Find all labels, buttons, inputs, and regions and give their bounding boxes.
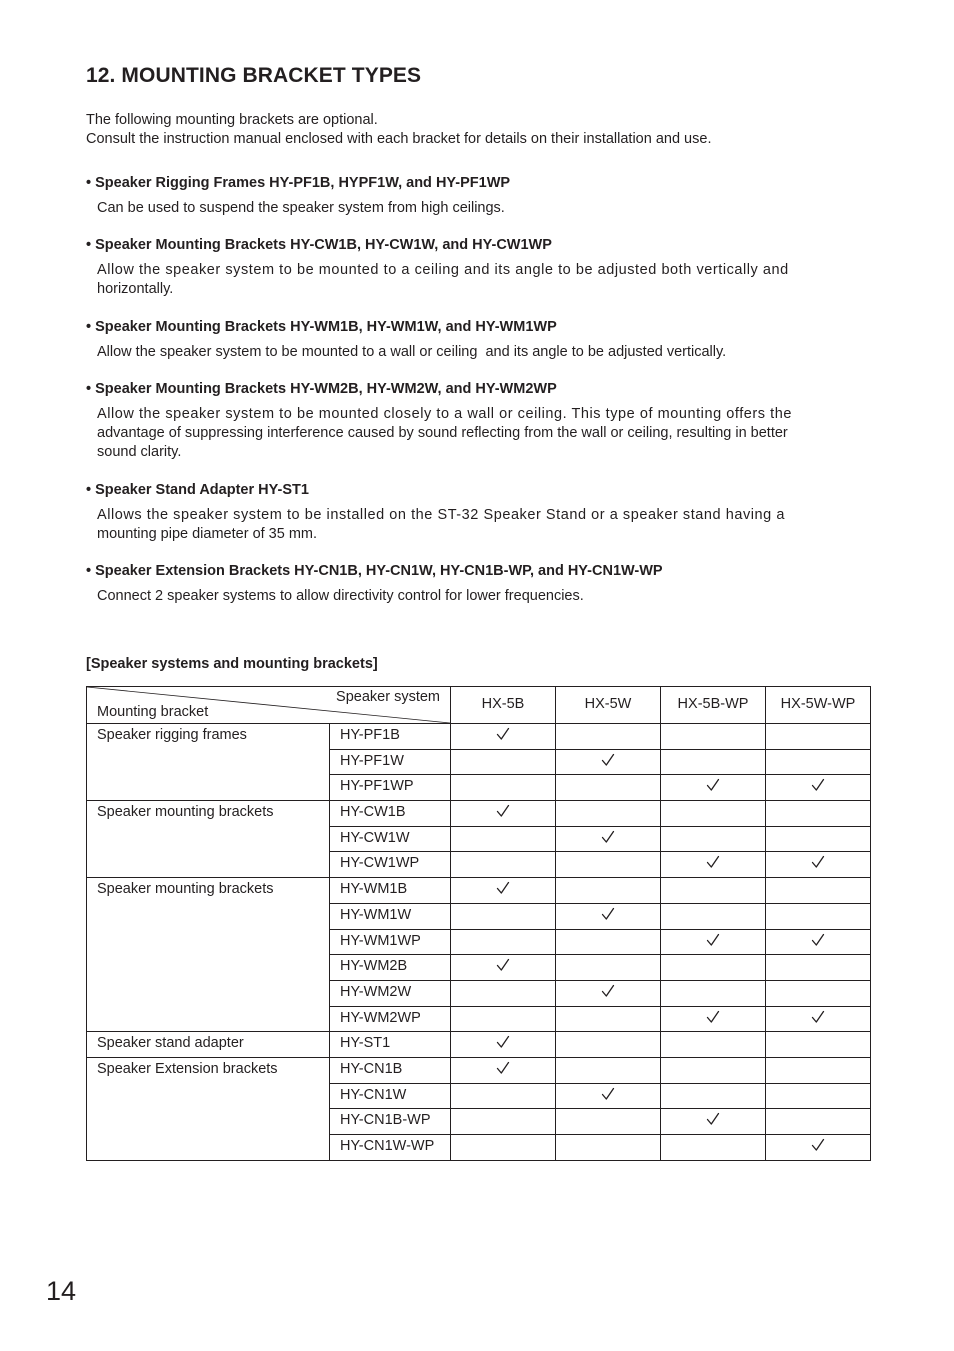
compat-cell	[556, 724, 661, 750]
table-row	[87, 801, 871, 827]
compat-cell	[556, 1083, 661, 1109]
model-label: HY-CN1B	[340, 1060, 403, 1077]
model-cell	[330, 1109, 451, 1135]
model-cell	[330, 1135, 451, 1161]
bullet-line: mounting pipe diameter of 35 mm.	[97, 526, 318, 542]
compat-cell	[766, 1083, 871, 1109]
model-cell	[330, 852, 451, 878]
model-label: HY-CN1B-WP	[340, 1112, 431, 1129]
compat-cell	[661, 801, 766, 827]
checkmark-icon	[451, 1032, 555, 1054]
model-label: HY-PF1B	[340, 727, 400, 743]
compat-cell	[451, 903, 556, 929]
model-label: HY-WM2B	[340, 958, 408, 975]
category-cell	[87, 1057, 330, 1160]
compat-cell	[451, 1032, 556, 1058]
column-header-label: HX-5W-WP	[780, 696, 856, 712]
compat-cell	[766, 749, 871, 775]
checkmark-icon	[451, 1058, 555, 1080]
section-title: 12. MOUNTING BRACKET TYPES	[86, 64, 422, 87]
compat-cell	[451, 929, 556, 955]
compat-cell	[766, 852, 871, 878]
checkmark-icon	[661, 1109, 765, 1131]
table-header-row	[87, 687, 871, 724]
compat-cell	[556, 775, 661, 801]
compat-cell	[556, 1006, 661, 1032]
bullet-line: Allow the speaker system to be mounted closely to a wall or ceiling. This type of mounting offers the	[97, 406, 792, 422]
category-cell	[87, 724, 330, 801]
bullet-line: Can be used to suspend the speaker system from high ceilings.	[97, 200, 505, 216]
table-row	[87, 724, 871, 750]
checkmark-icon	[451, 801, 555, 823]
bullet-line: Allow the speaker system to be mounted to a wall or ceiling and its angle to be adjusted vertically.	[97, 344, 727, 360]
checkmark-icon	[556, 904, 660, 926]
bullet-heading: • Speaker Mounting Brackets HY-WM2B, HY-WM2W, and HY-WM2WP	[86, 381, 557, 397]
model-cell	[330, 955, 451, 981]
intro-text	[86, 111, 711, 149]
compat-cell	[661, 775, 766, 801]
compat-cell	[766, 775, 871, 801]
compat-cell	[661, 955, 766, 981]
checkmark-icon	[661, 1007, 765, 1029]
category-cell	[87, 1032, 330, 1058]
compat-cell	[556, 1057, 661, 1083]
compat-cell	[451, 826, 556, 852]
category-cell	[87, 801, 330, 878]
compat-cell	[766, 1032, 871, 1058]
bullet-line: Allows the speaker system to be installed on the ST-32 Speaker Stand or a speaker stand having a	[97, 507, 785, 523]
compat-cell	[556, 749, 661, 775]
compat-cell	[661, 749, 766, 775]
corner-header-cell	[87, 687, 451, 724]
compat-cell	[451, 1135, 556, 1161]
bullet-heading: • Speaker Rigging Frames HY-PF1B, HYPF1W, and HY-PF1WP	[86, 175, 511, 191]
column-header-label: HX-5B	[481, 696, 525, 712]
compat-cell	[556, 801, 661, 827]
compat-cell	[766, 1057, 871, 1083]
checkmark-icon	[556, 1084, 660, 1106]
column-header-label: HX-5B-WP	[677, 696, 749, 712]
checkmark-icon	[766, 930, 870, 952]
table-row	[87, 878, 871, 904]
checkmark-icon	[661, 775, 765, 797]
checkmark-icon	[661, 930, 765, 952]
model-label: HY-WM2WP	[340, 1009, 421, 1026]
compat-cell	[556, 1135, 661, 1161]
compat-cell	[556, 852, 661, 878]
bullet-heading: • Speaker Mounting Brackets HY-CW1B, HY-CW1W, and HY-CW1WP	[86, 237, 552, 253]
compat-cell	[661, 929, 766, 955]
model-label: HY-ST1	[340, 1035, 391, 1052]
compat-cell	[661, 1135, 766, 1161]
bullet-line: Connect 2 speaker systems to allow directivity control for lower frequencies.	[97, 588, 584, 604]
checkmark-icon	[451, 878, 555, 900]
category-label: Speaker mounting brackets	[97, 881, 274, 898]
compat-cell	[556, 1109, 661, 1135]
model-cell	[330, 826, 451, 852]
compat-cell	[451, 1057, 556, 1083]
category-label: Speaker Extension brackets	[97, 1060, 278, 1077]
compat-cell	[766, 878, 871, 904]
bullet-heading: • Speaker Extension Brackets HY-CN1B, HY-CN1W, HY-CN1B-WP, and HY-CN1W-WP	[86, 563, 663, 579]
model-cell	[330, 749, 451, 775]
column-header	[451, 687, 556, 724]
column-header	[556, 687, 661, 724]
bullet-heading: • Speaker Mounting Brackets HY-WM1B, HY-WM1W, and HY-WM1WP	[86, 319, 557, 335]
model-label: HY-CN1W-WP	[340, 1138, 435, 1154]
checkmark-icon	[451, 724, 555, 746]
compat-cell	[661, 1057, 766, 1083]
model-cell	[330, 980, 451, 1006]
model-label: HY-WM1W	[340, 906, 412, 923]
model-label: HY-CW1W	[340, 829, 410, 846]
bullet-body	[97, 405, 868, 462]
compat-cell	[451, 749, 556, 775]
compat-cell	[451, 980, 556, 1006]
compat-cell	[661, 826, 766, 852]
model-cell	[330, 1083, 451, 1109]
compat-cell	[451, 1083, 556, 1109]
compat-cell	[451, 955, 556, 981]
bullet-body	[97, 506, 868, 544]
compat-cell	[766, 801, 871, 827]
compat-cell	[451, 852, 556, 878]
mounting-bracket-label: Mounting bracket	[97, 704, 209, 720]
category-label: Speaker mounting brackets	[97, 804, 274, 821]
compat-cell	[766, 980, 871, 1006]
model-label: HY-CW1B	[340, 804, 406, 821]
bullet-line: sound clarity.	[97, 444, 182, 460]
table-row	[87, 1032, 871, 1058]
bullet-line: horizontally.	[97, 281, 174, 297]
compat-cell	[766, 955, 871, 981]
checkmark-icon	[556, 981, 660, 1003]
compat-cell	[766, 1135, 871, 1161]
model-cell	[330, 1057, 451, 1083]
compat-cell	[661, 1032, 766, 1058]
intro-line: The following mounting brackets are optional.	[86, 112, 378, 128]
compat-cell	[451, 1109, 556, 1135]
checkmark-icon	[451, 955, 555, 977]
compat-cell	[661, 1083, 766, 1109]
bullet-heading: • Speaker Stand Adapter HY-ST1	[86, 482, 309, 498]
table-row	[87, 1057, 871, 1083]
model-label: HY-WM1WP	[340, 932, 421, 949]
bullet-body	[97, 199, 868, 218]
model-cell	[330, 1032, 451, 1058]
checkmark-icon	[556, 827, 660, 849]
model-label: HY-WM1B	[340, 881, 408, 898]
compat-cell	[766, 1006, 871, 1032]
compat-cell	[766, 1109, 871, 1135]
model-cell	[330, 929, 451, 955]
model-label: HY-CN1W	[340, 1086, 407, 1103]
compat-cell	[661, 903, 766, 929]
compat-cell	[451, 801, 556, 827]
checkmark-icon	[766, 775, 870, 797]
model-label: HY-WM2W	[340, 983, 412, 1000]
intro-line: Consult the instruction manual enclosed with each bracket for details on their installation and use.	[86, 131, 712, 147]
table-caption: [Speaker systems and mounting brackets]	[86, 656, 378, 672]
compat-cell	[661, 852, 766, 878]
compatibility-table	[86, 686, 871, 1161]
compat-cell	[451, 1006, 556, 1032]
compat-cell	[556, 903, 661, 929]
compat-cell	[766, 929, 871, 955]
model-cell	[330, 903, 451, 929]
bullet-line: advantage of suppressing interference caused by sound reflecting from the wall or ceiling, resulting in better	[97, 425, 788, 441]
compat-cell	[556, 955, 661, 981]
checkmark-icon	[556, 750, 660, 772]
compat-cell	[661, 1109, 766, 1135]
model-cell	[330, 801, 451, 827]
compat-cell	[766, 826, 871, 852]
category-label: Speaker stand adapter	[97, 1035, 244, 1052]
bullet-body	[97, 343, 868, 362]
compat-cell	[766, 724, 871, 750]
model-cell	[330, 775, 451, 801]
compat-cell	[766, 903, 871, 929]
model-cell	[330, 878, 451, 904]
column-header	[766, 687, 871, 724]
checkmark-icon	[766, 1135, 870, 1157]
compat-cell	[451, 775, 556, 801]
column-header	[661, 687, 766, 724]
compat-cell	[661, 724, 766, 750]
bullet-line: Allow the speaker system to be mounted to a ceiling and its angle to be adjusted both vertically and	[97, 262, 789, 278]
compat-cell	[451, 724, 556, 750]
compat-cell	[556, 1032, 661, 1058]
compat-cell	[556, 878, 661, 904]
compat-cell	[451, 878, 556, 904]
bullet-body	[97, 587, 868, 606]
model-label: HY-PF1W	[340, 752, 404, 769]
compat-cell	[661, 1006, 766, 1032]
compat-cell	[556, 929, 661, 955]
model-label: HY-PF1WP	[340, 778, 414, 795]
compat-cell	[661, 878, 766, 904]
checkmark-icon	[661, 852, 765, 874]
category-label: Speaker rigging frames	[97, 727, 247, 743]
column-header-label: HX-5W	[584, 696, 632, 712]
speaker-system-label: Speaker system	[336, 689, 440, 705]
model-cell	[330, 724, 451, 750]
model-cell	[330, 1006, 451, 1032]
model-label: HY-CW1WP	[340, 855, 420, 872]
compat-cell	[661, 980, 766, 1006]
category-cell	[87, 878, 330, 1032]
bullet-body	[97, 261, 868, 299]
checkmark-icon	[766, 852, 870, 874]
page-number: 14	[46, 1276, 77, 1306]
checkmark-icon	[766, 1007, 870, 1029]
compat-cell	[556, 980, 661, 1006]
compat-cell	[556, 826, 661, 852]
